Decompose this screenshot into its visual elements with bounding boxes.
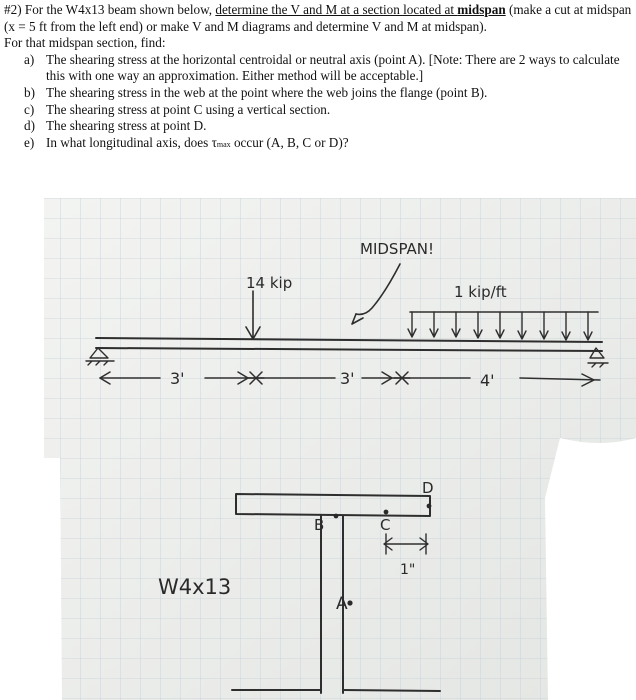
problem-intro: #2) For the W4x13 beam shown below, determine the V and M at a section located at midspan (make a cut at midspan (x = 5 ft from the left end) or make V and M diagrams and determine V and M at midspan). xyxy=(4,2,632,34)
point-d-label: D xyxy=(422,479,434,497)
question-item: b) The shearing stress in the web at the point where the web joins the flange (point B). xyxy=(24,84,488,100)
point-d-dot xyxy=(427,504,432,509)
midspan-emphasis: midspan xyxy=(457,2,506,17)
problem-statement xyxy=(4,2,632,153)
question-item: c) The shearing stress at point C using a vertical section. xyxy=(24,101,331,117)
point-b-label: B xyxy=(314,516,325,534)
dimension-label-3: 4' xyxy=(480,371,495,390)
dimension-label-1: 3' xyxy=(170,369,185,388)
for-that-line: For that midspan section, find: xyxy=(4,35,166,51)
point-load-label: 14 kip xyxy=(246,274,293,292)
question-list xyxy=(4,52,632,154)
one-inch-label: 1" xyxy=(400,562,416,578)
point-c-label: C xyxy=(380,516,391,534)
beam-sketch xyxy=(0,198,636,700)
question-item: d) The shearing stress at point D. xyxy=(24,118,207,134)
point-a-label: A xyxy=(336,594,348,614)
question-item: e) In what longitudinal axis, does τmax occur (A, B, C or D)? xyxy=(24,134,349,150)
point-a-dot xyxy=(347,600,352,605)
section-name-label: W4x13 xyxy=(158,575,232,599)
paper-shadow-left xyxy=(0,458,62,700)
question-item: a) The shearing stress at the horizontal centroidal or neutral axis (point A). [Note: There are 2 ways to calculate this with one way an approximation. Either method will be acceptable.] xyxy=(24,51,620,84)
dimension-label-2: 3' xyxy=(340,369,355,388)
point-c-dot xyxy=(384,510,389,515)
intro-underlined: determine the V and M at a section located at xyxy=(215,2,458,17)
distributed-load-label: 1 kip/ft xyxy=(454,283,507,301)
paper-shadow-right xyxy=(545,438,636,700)
midspan-label: MIDSPAN! xyxy=(360,240,435,258)
point-b-dot xyxy=(334,514,339,519)
